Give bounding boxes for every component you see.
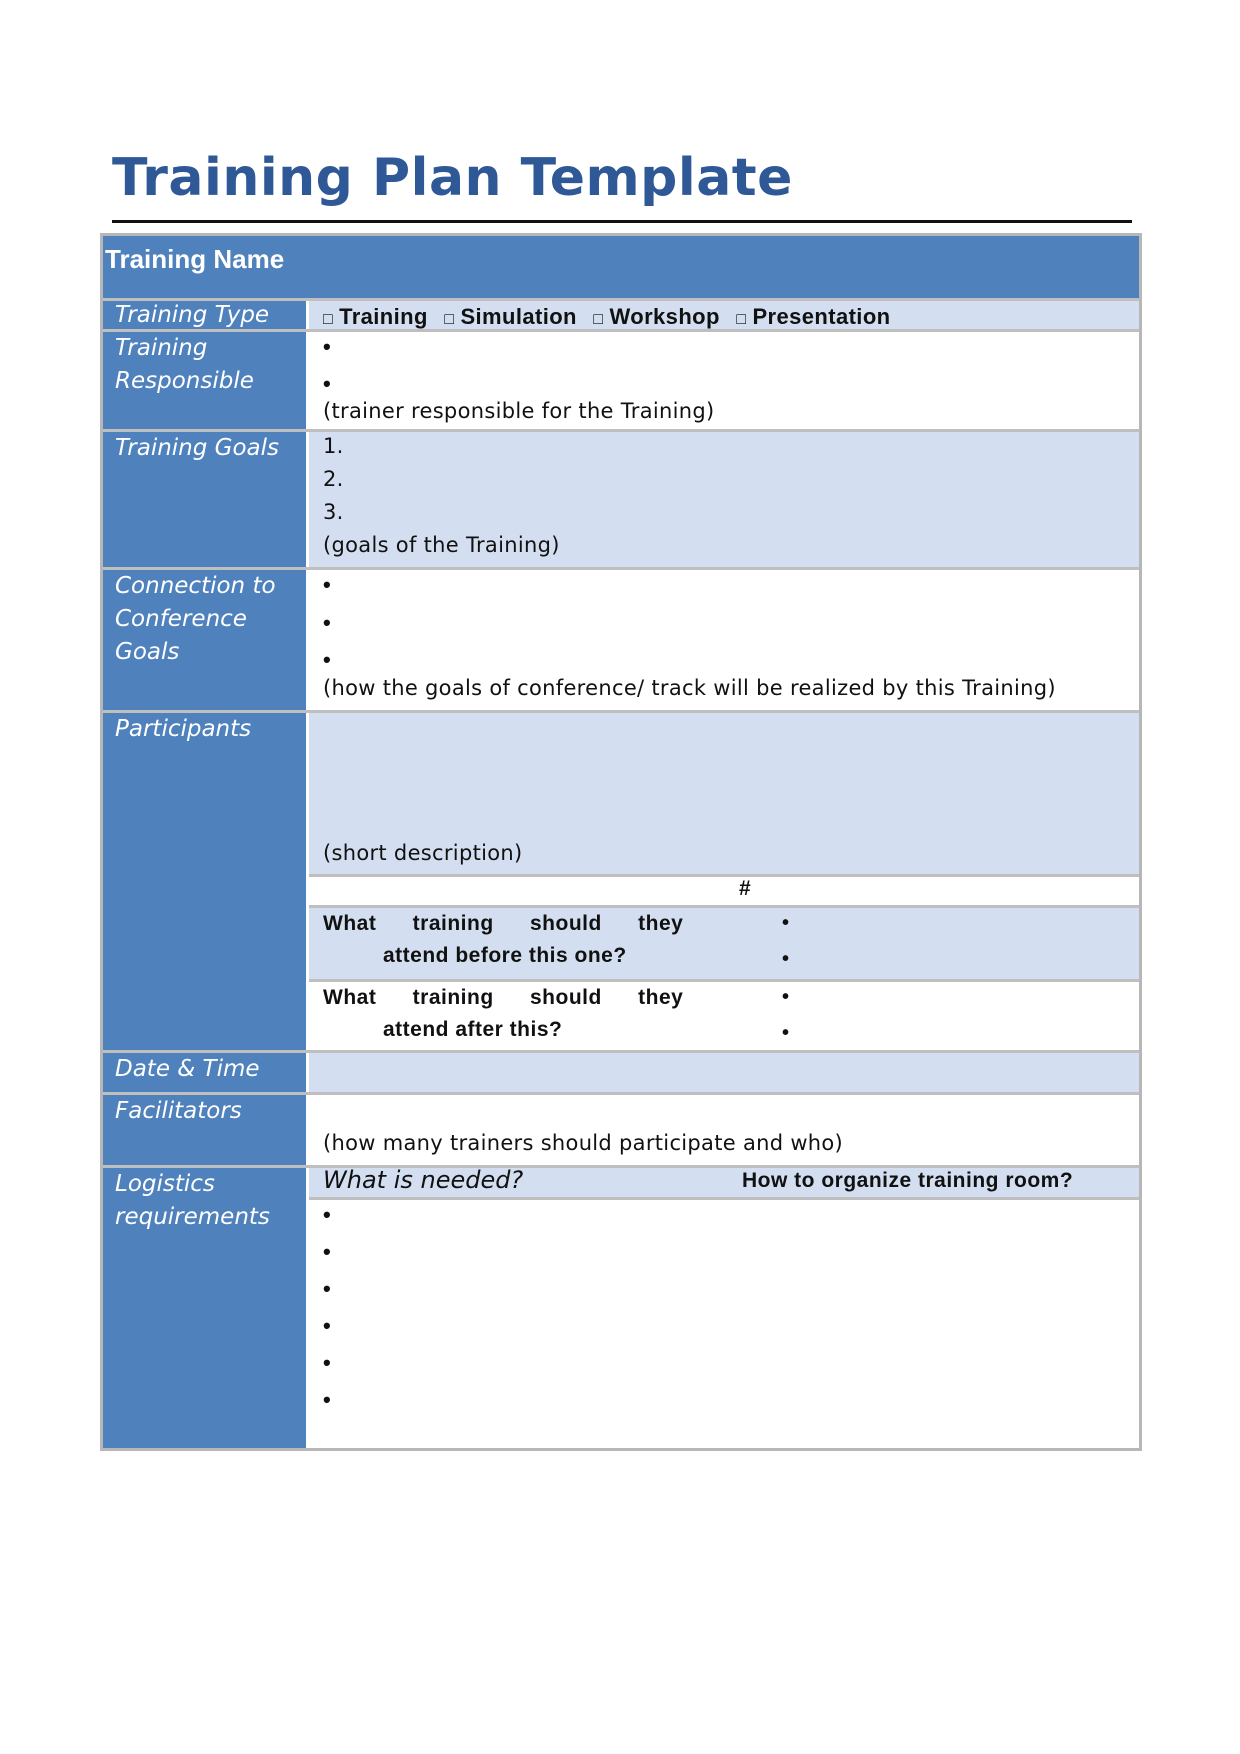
after-training-cell[interactable] xyxy=(309,982,1139,1050)
participants-description-cell[interactable] xyxy=(309,713,1139,874)
bullet: • xyxy=(323,1313,331,1338)
bullet: • xyxy=(323,1350,331,1375)
bullet: • xyxy=(323,1202,331,1227)
option-simulation: Simulation xyxy=(460,304,577,329)
responsible-hint: (trainer responsible for the Training) xyxy=(323,399,715,423)
participants-hint: (short description) xyxy=(323,841,523,865)
facilitators-row xyxy=(103,1095,1139,1165)
title-underline xyxy=(112,220,1132,223)
datetime-cell[interactable] xyxy=(309,1053,1139,1092)
what-is-needed-label: What is needed? xyxy=(323,1166,524,1194)
bullet: • xyxy=(782,986,790,1008)
option-workshop: Workshop xyxy=(609,304,720,329)
page-title: Training Plan Template xyxy=(112,148,793,208)
participants-label: Participants xyxy=(103,713,306,1050)
goal-item: 1. xyxy=(323,434,344,458)
after-question-line1: What training should they xyxy=(323,986,684,1009)
bullet: • xyxy=(323,1387,331,1412)
room-organization-label: How to organize training room? xyxy=(742,1169,1074,1192)
training-plan-table xyxy=(100,233,1142,1451)
checkbox-icon[interactable]: □ xyxy=(736,311,747,328)
training-type-row xyxy=(103,301,1139,329)
datetime-row xyxy=(103,1053,1139,1092)
facilitators-label: Facilitators xyxy=(103,1095,306,1165)
logistics-row xyxy=(103,1168,1139,1448)
bullet: • xyxy=(782,912,790,934)
goal-item: 3. xyxy=(323,500,344,524)
checkbox-icon[interactable]: □ xyxy=(323,311,334,328)
training-type-options xyxy=(309,301,1139,329)
logistics-label: Logistics requirements xyxy=(103,1168,306,1448)
before-question-line1: What training should they xyxy=(323,912,684,935)
responsible-label: Training Responsible xyxy=(103,332,306,429)
checkbox-icon[interactable]: □ xyxy=(444,311,455,328)
bullet: • xyxy=(323,1239,331,1264)
before-training-cell[interactable] xyxy=(309,908,1139,979)
after-question-line2: attend after this? xyxy=(383,1018,563,1041)
logistics-cell[interactable] xyxy=(309,1200,1139,1448)
training-name-row xyxy=(103,236,1139,298)
option-presentation: Presentation xyxy=(752,304,891,329)
datetime-label: Date & Time xyxy=(103,1053,306,1092)
connection-hint: (how the goals of conference/ track will be realized by this Training) xyxy=(323,676,1056,700)
bullet: • xyxy=(323,610,331,635)
bullet: • xyxy=(782,1022,790,1044)
responsible-row xyxy=(103,332,1139,429)
participants-count-cell[interactable] xyxy=(309,877,1139,905)
connection-cell[interactable] xyxy=(309,570,1139,710)
count-symbol: # xyxy=(739,877,751,900)
responsible-cell[interactable] xyxy=(309,332,1139,429)
logistics-subheader xyxy=(309,1168,1139,1197)
bullet: • xyxy=(323,371,331,396)
connection-label: Connection to Conference Goals xyxy=(103,570,306,710)
bullet: • xyxy=(782,948,790,970)
goals-hint: (goals of the Training) xyxy=(323,533,560,557)
training-name-label: Training Name xyxy=(105,244,285,274)
facilitators-hint: (how many trainers should participate and who) xyxy=(323,1131,844,1155)
goals-label: Training Goals xyxy=(103,432,306,567)
bullet: • xyxy=(323,572,331,597)
option-training: Training xyxy=(339,304,428,329)
connection-row xyxy=(103,570,1139,710)
bullet: • xyxy=(323,1276,331,1301)
goals-cell[interactable] xyxy=(309,432,1139,567)
goal-item: 2. xyxy=(323,467,344,491)
before-question-line2: attend before this one? xyxy=(383,944,627,967)
checkbox-icon[interactable]: □ xyxy=(593,311,604,328)
facilitators-cell[interactable] xyxy=(309,1095,1139,1165)
training-type-label: Training Type xyxy=(103,301,306,329)
participants-row xyxy=(103,713,1139,1050)
goals-row xyxy=(103,432,1139,567)
bullet: • xyxy=(323,647,331,672)
bullet: • xyxy=(323,334,331,359)
